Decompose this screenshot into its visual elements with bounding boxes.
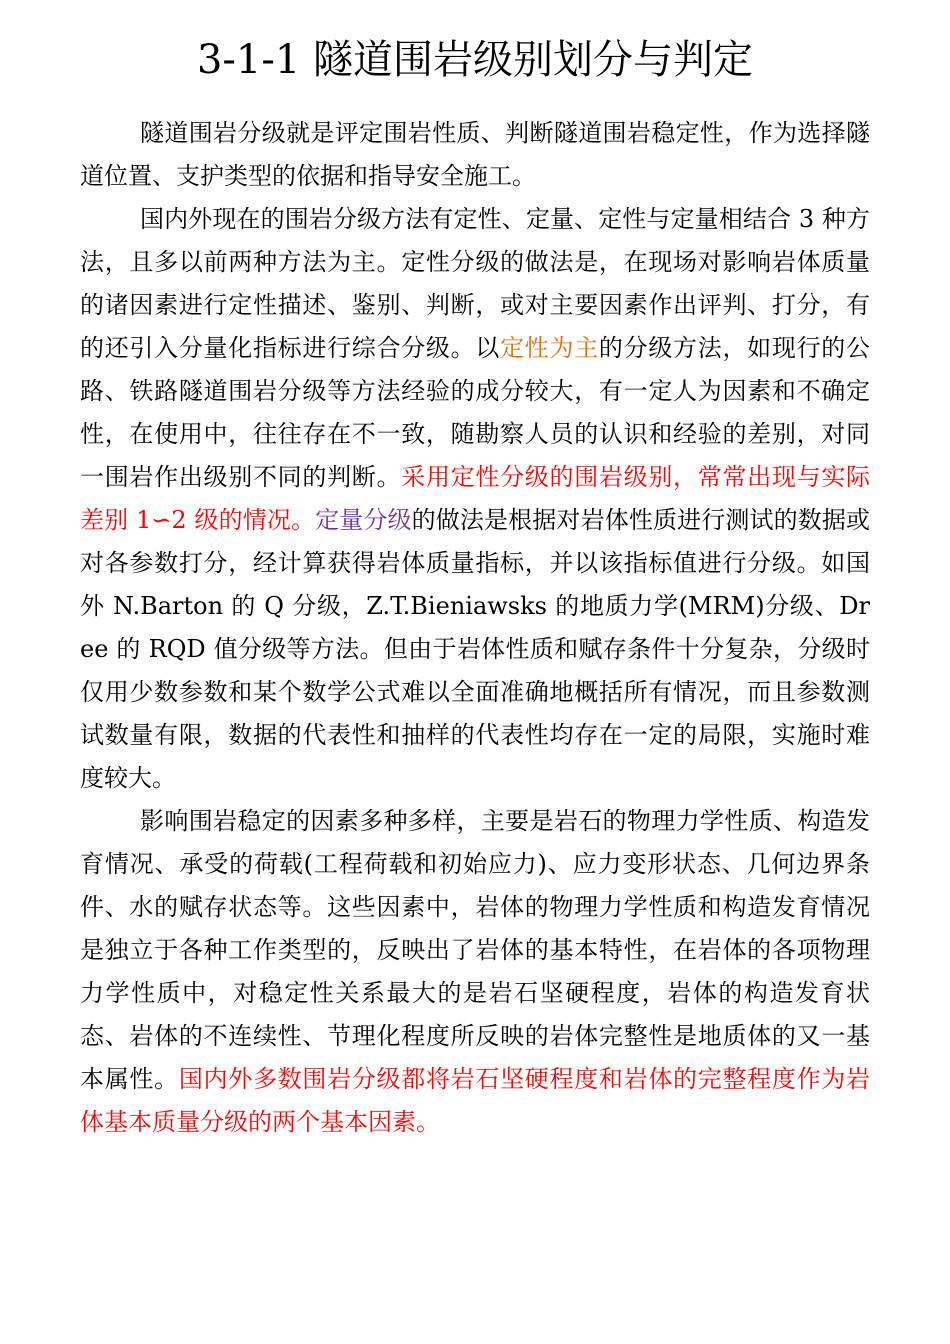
- document-title: 3-1-1 隧道围岩级别划分与判定: [196, 37, 754, 83]
- factors-text: 影响围岩稳定的因素多种多样，主要是岩石的物理力学性质、构造发育情况、承受的荷载(工程荷载和初始应力)、应力变形状态、几何边界条件、水的赋存状态等。这些因素中，岩体的物理力学性质和构造发育情况是独立于各种工作类型的，反映出了岩体的基本特性，在岩体的各项物理力学性质中，对稳定性关系最大的是岩石坚硬程度，岩体的构造发育状态、岩体的不连续性、节理化程度所反映的岩体完整性是地质体的又一基本属性。: [80, 807, 870, 1093]
- paragraph-methods: [80, 198, 870, 800]
- highlight-qualitative: 定性为主: [500, 334, 599, 362]
- methods-text-2: 的分级方法，如现行的公路、铁路隧道围岩分级等方法经验的成分较大，有一定人为因素和不确定性，在使用中，往往存在不一致，随勘察人员的认识和经验的差别，对同一围岩作出级别不同的判断。: [80, 334, 871, 491]
- intro-text: 隧道围岩分级就是评定围岩性质、判断隧道围岩稳定性，作为选择隧道位置、支护类型的依据和指导安全施工。: [80, 119, 870, 190]
- highlight-quantitative: 定量分级: [315, 506, 412, 534]
- document-body: [80, 112, 870, 1144]
- highlight-basic-factors: 国内外多数围岩分级都将岩石坚硬程度和岩体的完整程度作为岩体基本质量分级的两个基本因素。: [80, 1065, 871, 1136]
- methods-text-3: 的做法是根据对岩体性质进行测试的数据或对各参数打分，经计算获得岩体质量指标，并以该指标值进行分级。如国外 N.Barton 的 Q 分级，Z.T.Bieniawsks 的地质力学(MRM)分级、Dree 的 RQD 值分级等方法。但由于岩体性质和赋存条件十分复杂，分级时仅用少数参数和某个数学公式难以全面准确地概括所有情况，而且参数测试数量有限，数据的代表性和抽样的代表性均存在一定的局限，实施时难度较大。: [80, 506, 871, 792]
- paragraph-intro: [80, 112, 870, 198]
- methods-text-1: 国内外现在的围岩分级方法有定性、定量、定性与定量相结合 3 种方法，且多以前两种方法为主。定性分级的做法是，在现场对影响岩体质量的诸因素进行定性描述、鉴别、判断，或对主要因素作出评判、打分，有的还引入分量化指标进行综合分级。以: [80, 205, 870, 362]
- paragraph-factors: [80, 800, 870, 1144]
- highlight-qualitative-deviation: 采用定性分级的围岩级别，常常出现与实际差别 1∽2 级的情况。: [80, 463, 871, 534]
